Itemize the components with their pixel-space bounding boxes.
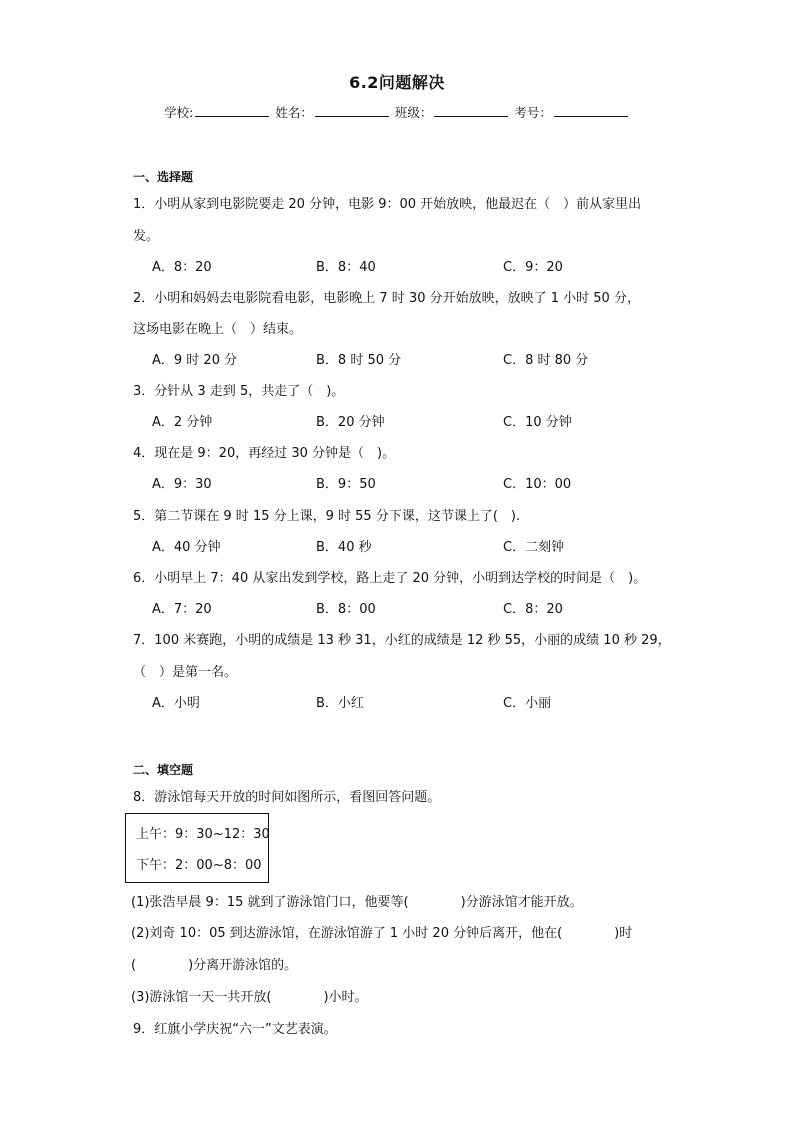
school-blank[interactable] [195, 104, 269, 117]
question-7-option-b[interactable]: B．小红 [316, 696, 364, 711]
page-title: 6.2问题解决 [349, 73, 445, 92]
question-7-line-2: （ ）是第一名。 [133, 665, 238, 680]
question-7-option-a[interactable]: A．小明 [152, 696, 200, 711]
question-2-option-a[interactable]: A．9 时 20 分 [152, 353, 238, 368]
question-7-line-1: 7．100 米赛跑，小明的成绩是 13 秒 31，小红的成绩是 12 秒 55，小丽的成绩 10 秒 29， [133, 633, 671, 648]
question-5-line-1: 5．第二节课在 9 时 15 分上课，9 时 55 分下课，这节课上了( ). [133, 509, 521, 524]
question-8-sub-2-line-2: ( )分离开游泳馆的。 [131, 958, 298, 973]
question-8-stem: 8．游泳馆每天开放的时间如图所示，看图回答问题。 [133, 790, 441, 805]
question-2-line-2: 这场电影在晚上（ ）结束。 [133, 322, 303, 337]
question-4-line-1: 4．现在是 9：20，再经过 30 分钟是（ )。 [133, 446, 396, 461]
name-blank[interactable] [315, 104, 389, 117]
question-4-option-b[interactable]: B．9：50 [316, 477, 376, 492]
exam-number-label: 考号： [514, 105, 552, 120]
question-1-option-c[interactable]: C．9：20 [503, 260, 563, 275]
name-label: 姓名： [275, 105, 313, 120]
question-3-line-1: 3．分针从 3 走到 5，共走了（ )。 [133, 384, 345, 399]
question-5-option-b[interactable]: B．40 秒 [316, 540, 372, 555]
question-8-sub-3: (3)游泳馆一天一共开放( )小时。 [131, 990, 368, 1005]
question-1-line-1: 1．小明从家到电影院要走 20 分钟，电影 9：00 开始放映，他最迟在（ ）前从家里出 [133, 197, 642, 212]
section-heading-choice: 一、选择题 [133, 170, 194, 184]
question-3-option-a[interactable]: A．2 分钟 [152, 415, 213, 430]
class-blank[interactable] [434, 104, 508, 117]
class-label: 班级： [394, 105, 433, 120]
question-6-line-1: 6．小明早上 7：40 从家出发到学校，路上走了 20 分钟，小明到达学校的时间是（ )。 [133, 571, 647, 586]
question-1-line-2: 发。 [133, 229, 160, 244]
section-heading-fill-in: 二、填空题 [133, 763, 194, 777]
question-2-option-c[interactable]: C．8 时 80 分 [503, 353, 589, 368]
question-2-line-1: 2．小明和妈妈去电影院看电影，电影晚上 7 时 30 分开始放映，放映了 1 小时 50 分， [133, 291, 640, 306]
question-5-option-a[interactable]: A．40 分钟 [152, 540, 221, 555]
question-3-option-b[interactable]: B．20 分钟 [316, 415, 385, 430]
question-4-option-c[interactable]: C．10：00 [503, 477, 572, 492]
question-4-option-a[interactable]: A．9：30 [152, 477, 212, 492]
question-3-option-c[interactable]: C．10 分钟 [503, 415, 572, 430]
question-8-sub-1: (1)张浩早晨 9：15 就到了游泳馆门口，他要等( )分游泳馆才能开放。 [131, 895, 583, 910]
question-7-option-c[interactable]: C．小丽 [503, 696, 552, 711]
question-1-option-a[interactable]: A．8：20 [152, 260, 212, 275]
question-6-option-a[interactable]: A．7：20 [152, 602, 212, 617]
afternoon-hours: 下午：2：00~8：00 [136, 858, 262, 873]
student-info-line [0, 103, 794, 121]
question-1-option-b[interactable]: B．8：40 [316, 260, 376, 275]
school-label: 学校: [164, 105, 194, 120]
opening-hours-box [125, 813, 269, 883]
question-9-stem: 9．红旗小学庆祝“六一”文艺表演。 [133, 1022, 337, 1037]
morning-hours: 上午：9：30~12：30 [136, 827, 270, 842]
question-8-sub-2-line-1: (2)刘奇 10：05 到达游泳馆，在游泳馆游了 1 小时 20 分钟后离开，他在( )时 [131, 926, 633, 941]
question-6-option-c[interactable]: C．8：20 [503, 602, 563, 617]
question-2-option-b[interactable]: B．8 时 50 分 [316, 353, 402, 368]
question-5-option-c[interactable]: C．二刻钟 [503, 540, 565, 555]
question-6-option-b[interactable]: B．8：00 [316, 602, 376, 617]
exam-number-blank[interactable] [554, 104, 628, 117]
